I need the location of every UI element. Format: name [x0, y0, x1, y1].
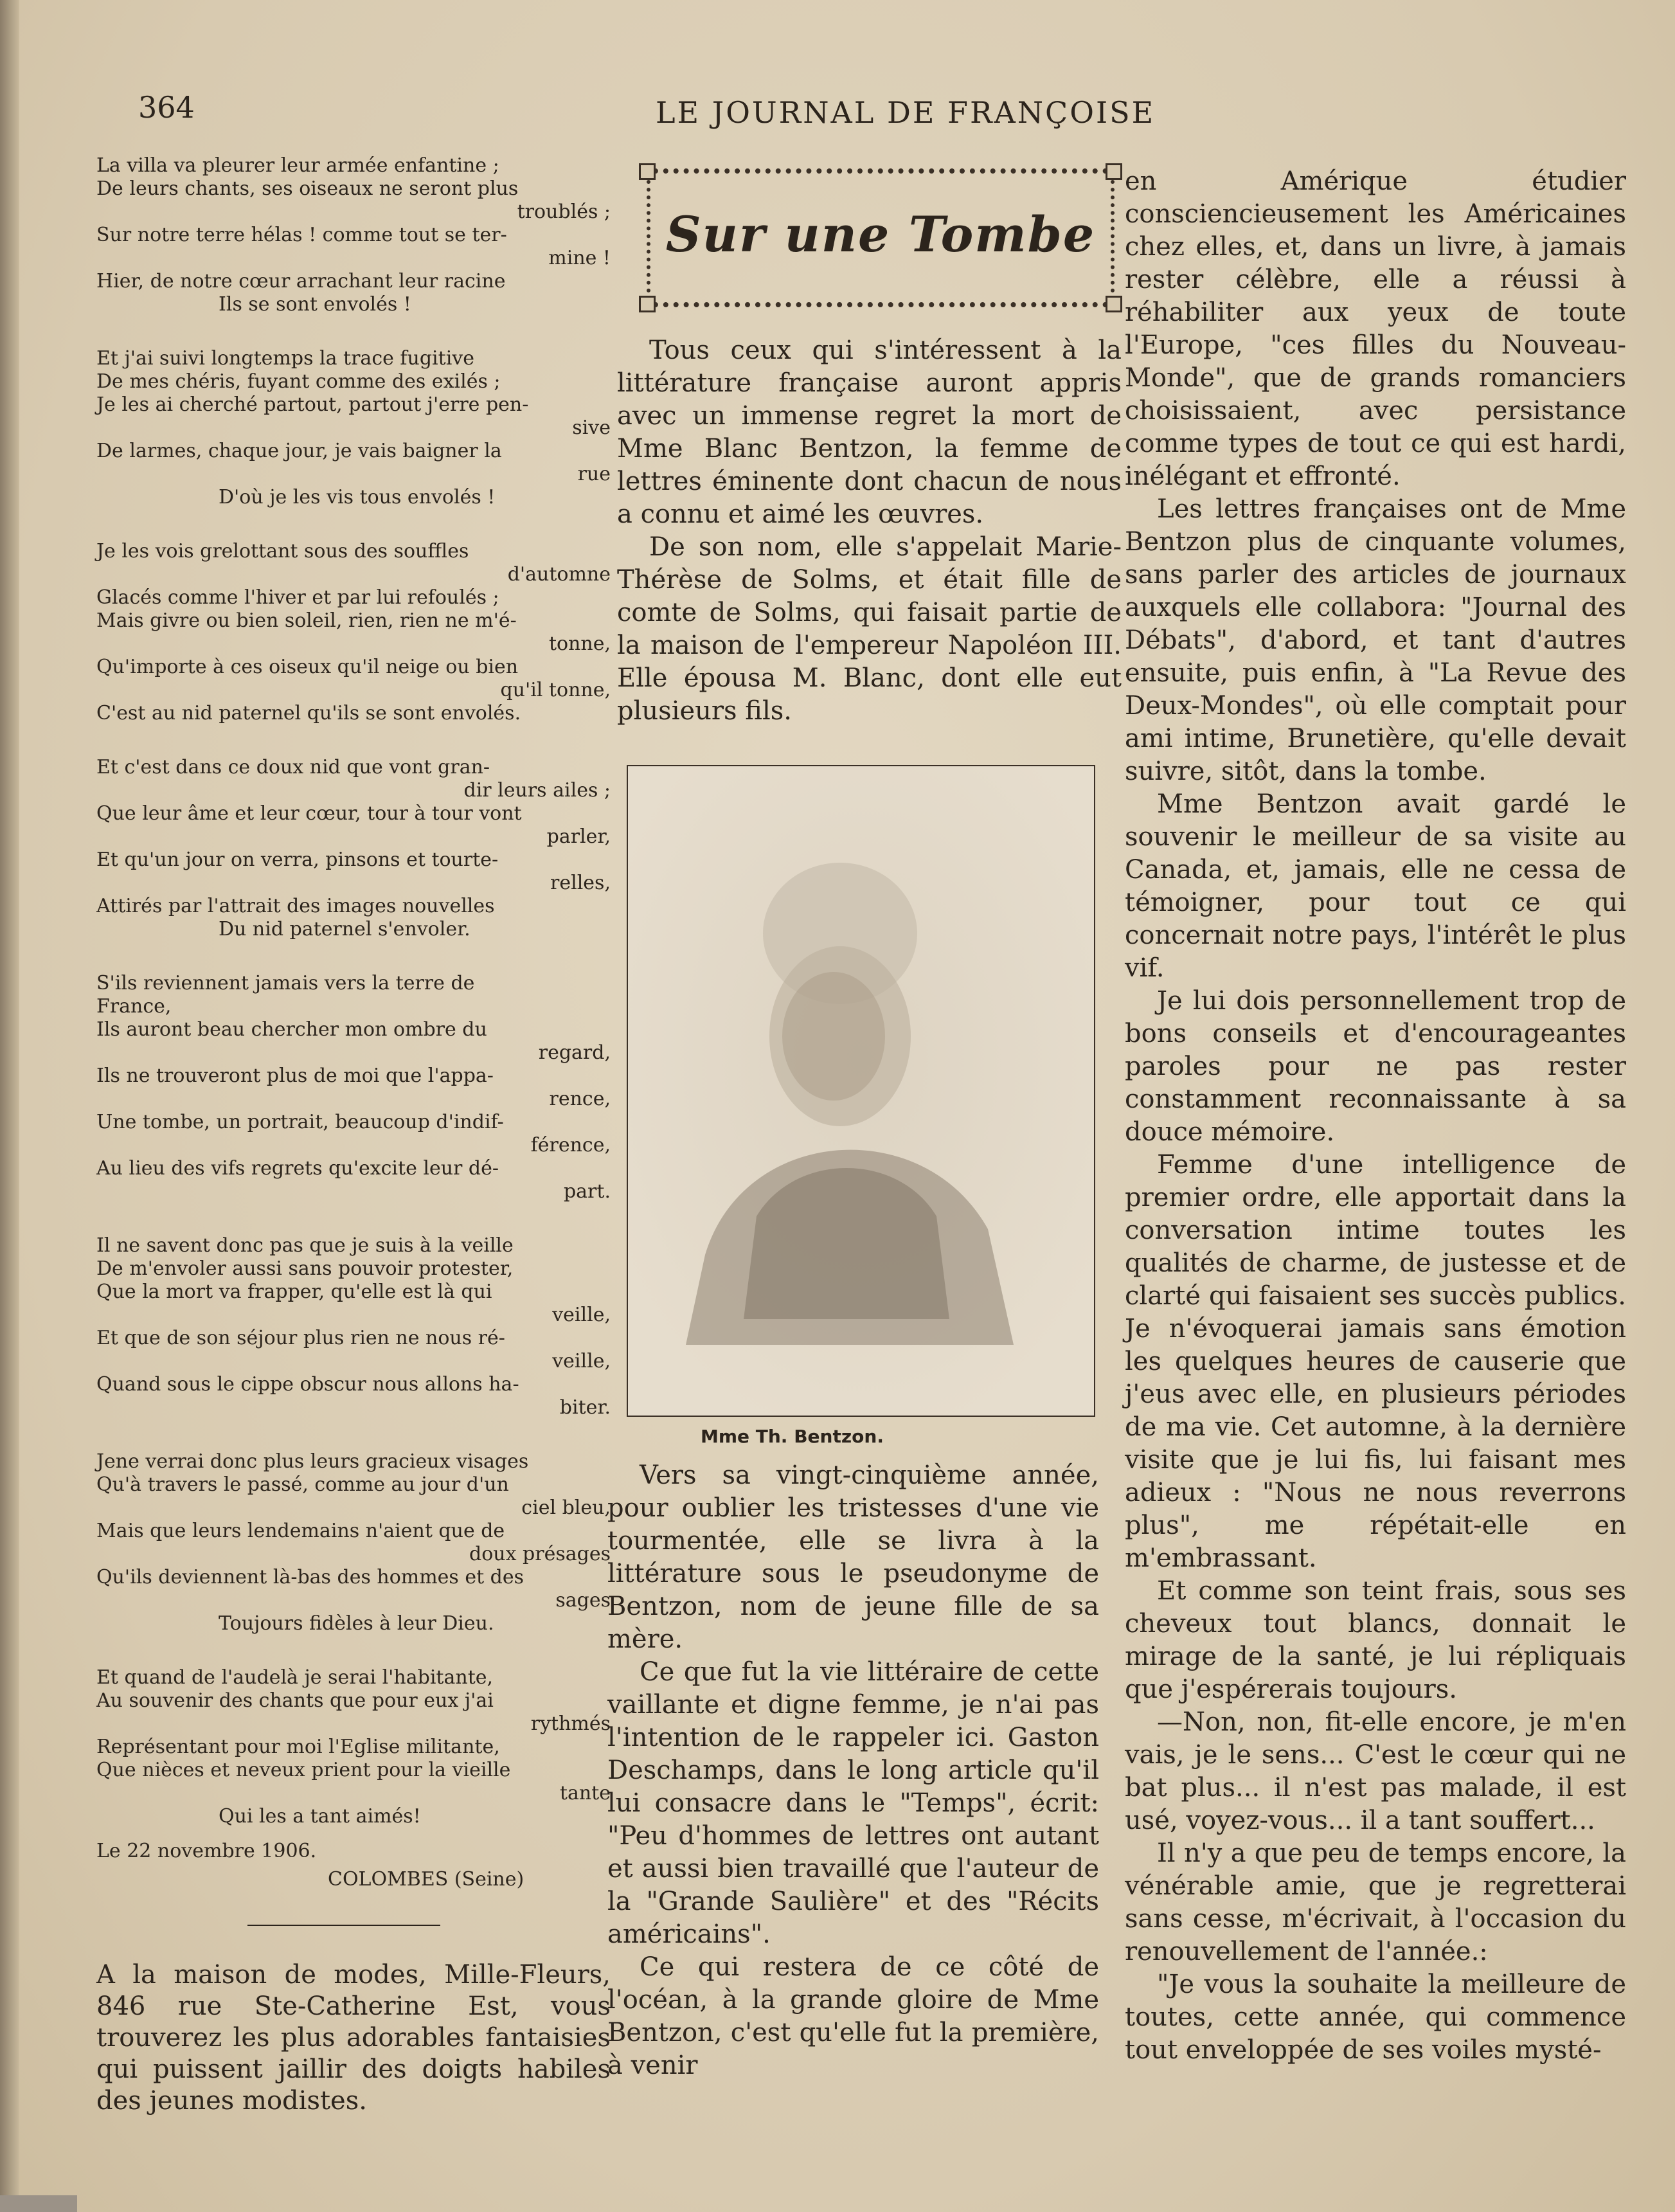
- article-column-2-bottom: [607, 1459, 1099, 2082]
- scan-mark: [0, 2195, 77, 2212]
- portrait-image: [628, 766, 1094, 1416]
- poem-line: biter.: [559, 1396, 611, 1419]
- poem-line: rue: [577, 463, 611, 485]
- frame-corner-ornament: [639, 296, 656, 312]
- photo-caption: Mme Th. Bentzon.: [701, 1426, 884, 1447]
- poem-line: La villa va pleurer leur armée enfantine ;: [96, 154, 499, 177]
- poem-line: Qu'à travers le passé, comme au jour d'un: [96, 1473, 509, 1496]
- article-column-3: [1125, 165, 1626, 2067]
- running-head: LE JOURNAL DE FRANÇOISE: [656, 95, 1156, 130]
- paragraph: —Non, non, fit-elle encore, je m'en vais, je le sens... C'est le cœur qui ne bat plus... il n'est pas malade, il est usé, voyez-vous... il a tant souffert...: [1125, 1707, 1626, 1835]
- page-edge: [0, 0, 19, 2212]
- poem-line: Glacés comme l'hiver et par lui refoulés ;: [96, 586, 499, 609]
- poem-stanza: [96, 756, 611, 941]
- paragraph: Tous ceux qui s'intéressent à la littérature française auront appris avec un immense regret la mort de Mme Blanc Bentzon, la femme de lettres éminente dont chacun de nous a connu et aimé les œuvres.: [617, 336, 1122, 529]
- poem-line: Que nièces et neveux prient pour la vieille: [96, 1759, 511, 1781]
- poem-line: Qu'importe à ces oiseux qu'il neige ou bien: [96, 656, 519, 678]
- advertisement: A la maison de modes, Mille-Fleurs, 846 rue Ste-Catherine Est, vous trouverez les plus adorables fantaisies qui puissent jaillir des doigts habiles des jeunes modistes.: [96, 1960, 611, 2116]
- poem-line: mine !: [548, 247, 611, 269]
- poem-stanza: [96, 154, 611, 316]
- poem-line: Ils ne trouveront plus de moi que l'appa-: [96, 1065, 494, 1087]
- paragraph: Femme d'une intelligence de premier ordre, elle apportait dans la conversation intime toutes les qualités de charme, de justesse et de clarté qui faisaient ses succès publics. Je n'évoquerai jamais sans émotion les quelques heures de causerie que j'eus avec elle, en plusieurs périodes de ma vie. Cet automne, à la dernière visite que je lui fis, lui faisant mes adieux : "Nous ne nous reverrons plus", me répétait-elle en m'embrassant.: [1125, 1150, 1626, 1573]
- poem-line: doux présages: [469, 1543, 611, 1565]
- article-title: Sur une Tombe: [665, 206, 1096, 263]
- poem-line: qu'il tonne,: [500, 679, 611, 701]
- poem-line: sive: [572, 417, 611, 439]
- poem-line: Que leur âme et leur cœur, tour à tour vont: [96, 802, 522, 825]
- poem-line: Et qu'un jour on verra, pinsons et tourte-: [96, 849, 499, 871]
- poem-line: Et j'ai suivi longtemps la trace fugitive: [96, 347, 474, 370]
- poem-line: Jene verrai donc plus leurs gracieux visages: [96, 1450, 529, 1473]
- poem-line: d'automne: [507, 563, 611, 586]
- poem-line: ciel bleu,: [521, 1497, 611, 1519]
- poem-line: férence,: [530, 1134, 611, 1156]
- frame-corner-ornament: [1106, 296, 1122, 312]
- paragraph: Il n'y a que peu de temps encore, la vénérable amie, que je regretterai sans cesse, m'écrivait, à l'occasion du renouvellement de l'année.:: [1125, 1839, 1626, 1966]
- poem-line: Hier, de notre cœur arrachant leur racine: [96, 270, 506, 292]
- poem-line: parler,: [546, 825, 611, 848]
- poem-line: relles,: [550, 872, 611, 894]
- article-column-2-top: [617, 334, 1122, 728]
- poem-line: Au souvenir des chants que pour eux j'ai: [96, 1689, 494, 1712]
- poem-line: Sur notre terre hélas ! comme tout se ter-: [96, 224, 507, 246]
- paragraph: Je lui dois personnellement trop de bons conseils et d'encourageantes paroles pour ne pas rester constamment reconnaissante à sa douce mémoire.: [1125, 986, 1626, 1147]
- poem-line: C'est au nid paternel qu'ils se sont envolés.: [96, 702, 521, 724]
- paragraph: Ce que fut la vie littéraire de cette vaillante et digne femme, je n'ai pas l'intention de le rappeler ici. Gaston Deschamps, dans le long article qu'il lui consacre dans le "Temps", écrit: "Peu d'hommes de lettres ont autant et aussi bien travaillé que l'auteur de la "Grande Saulière" et des "Récits américains".: [607, 1657, 1099, 1949]
- poem-line: Attirés par l'attrait des images nouvelles: [96, 895, 495, 917]
- poem-line: D'où je les vis tous envolés !: [219, 486, 496, 508]
- poem: [96, 154, 611, 2117]
- poem-line: Je les vois grelottant sous des souffles: [96, 540, 469, 562]
- poem-line: Et quand de l'audelà je serai l'habitante,: [96, 1666, 494, 1689]
- poem-line: Qui les a tant aimés!: [219, 1805, 421, 1828]
- poem-line: Du nid paternel s'envoler.: [219, 918, 470, 940]
- poem-line: Au lieu des vifs regrets qu'excite leur dé-: [96, 1157, 499, 1180]
- paragraph: Les lettres françaises ont de Mme Bentzon plus de cinquante volumes, sans parler des articles de journaux auxquels elle collabora: "Journal des Débats", d'abord, et tant d'autres ensuite, puis enfin, à "La Revue des Deux-Mondes", où elle comptait pour ami intime, Brunetière, qu'elle devait suivre, sitôt, dans la tombe.: [1125, 494, 1626, 786]
- poem-stanzas: [96, 154, 611, 1828]
- paragraph: Mme Bentzon avait gardé le souvenir le meilleur de sa visite au Canada, et, jamais, elle ne cessa de témoigner, pour tout ce qui concernait notre pays, l'intérêt le plus vif.: [1125, 789, 1626, 983]
- divider: [247, 1925, 440, 1926]
- poem-line: De mes chéris, fuyant comme des exilés ;: [96, 370, 501, 393]
- poem-line: Ils auront beau chercher mon ombre du: [96, 1018, 487, 1041]
- poem-line: France,: [96, 995, 172, 1018]
- poem-line: rence,: [549, 1088, 611, 1110]
- poem-stanza: [96, 1450, 611, 1635]
- poem-line: Mais que leurs lendemains n'aient que de: [96, 1520, 505, 1542]
- poem-line: troublés ;: [517, 201, 611, 223]
- paragraph: en Amérique étudier consciencieusement les Américaines chez elles, et, dans un livre, à jamais rester célèbre, elle a réussi à réhabiliter aux yeux de toute l'Europe, "ces filles du Nouveau-Monde", que de grands romanciers choisissaient, avec persistance comme types de tout ce qui est hardi, inélégant et effronté.: [1125, 166, 1626, 491]
- poem-line: veille,: [552, 1350, 611, 1372]
- poem-line: S'ils reviennent jamais vers la terre de: [96, 972, 475, 994]
- poem-line: Toujours fidèles à leur Dieu.: [219, 1612, 494, 1635]
- paragraph: Vers sa vingt-cinquième année, pour oublier les tristesses d'une vie tourmentée, elle se livra à la littérature sous le pseudonyme de Bentzon, nom de jeune fille de sa mère.: [607, 1461, 1099, 1654]
- poem-line: Mais givre ou bien soleil, rien, rien ne m'é-: [96, 609, 517, 632]
- poem-line: Quand sous le cippe obscur nous allons ha-: [96, 1373, 519, 1396]
- portrait-photo: [627, 765, 1095, 1417]
- poem-stanza: [96, 1234, 611, 1419]
- paragraph: De son nom, elle s'appelait Marie-Thérèse de Solms, et était fille de comte de Solms, qui faisait partie de la maison de l'empereur Napoléon III. Elle épousa M. Blanc, dont elle eut plusieurs fils.: [617, 532, 1122, 726]
- poem-line: tante: [559, 1782, 611, 1804]
- poem-line: De larmes, chaque jour, je vais baigner la: [96, 440, 502, 462]
- poem-line: Représentant pour moi l'Eglise militante,: [96, 1736, 500, 1758]
- poem-stanza: [96, 540, 611, 725]
- poem-line: Il ne savent donc pas que je suis à la veille: [96, 1234, 514, 1257]
- poem-line: Et c'est dans ce doux nid que vont gran-: [96, 756, 490, 778]
- frame-corner-ornament: [1106, 163, 1122, 180]
- poem-line: veille,: [552, 1304, 611, 1326]
- paragraph: Et comme son teint frais, sous ses cheveux tout blancs, donnait le mirage de la santé, je lui répliquais que j'espérerais toujours.: [1125, 1576, 1626, 1704]
- poem-stanza: [96, 347, 611, 509]
- poem-line: part.: [563, 1180, 611, 1203]
- paragraph: Ce qui restera de ce côté de l'océan, à la grande gloire de Mme Bentzon, c'est qu'elle fut la première, à venir: [607, 1952, 1099, 2080]
- poem-line: De m'envoler aussi sans pouvoir protester,: [96, 1257, 514, 1280]
- poem-line: rythmés: [530, 1713, 611, 1735]
- poem-stanza: [96, 972, 611, 1203]
- paragraph: "Je vous la souhaite la meilleure de toutes, cette année, qui commence tout enveloppée de ses voiles mysté-: [1125, 1970, 1626, 2065]
- poem-line: Que la mort va frapper, qu'elle est là qui: [96, 1281, 492, 1303]
- poem-line: Qu'ils deviennent là-bas des hommes et des: [96, 1566, 524, 1588]
- poem-line: De leurs chants, ses oiseaux ne seront plus: [96, 177, 519, 200]
- poem-line: Ils se sont envolés !: [219, 293, 411, 316]
- page-number: 364: [138, 90, 195, 125]
- poem-line: dir leurs ailes ;: [463, 779, 611, 802]
- title-frame: [643, 168, 1118, 307]
- poem-stanza: [96, 1666, 611, 1828]
- poem-line: Je les ai cherché partout, partout j'erre pen-: [96, 393, 529, 416]
- poem-line: tonne,: [548, 633, 611, 655]
- poem-line: Et que de son séjour plus rien ne nous ré-: [96, 1327, 505, 1349]
- poem-line: sages: [555, 1589, 611, 1612]
- frame-corner-ornament: [639, 163, 656, 180]
- poem-date: Le 22 novembre 1906.: [96, 1840, 317, 1862]
- poem-line: Une tombe, un portrait, beaucoup d'indif-: [96, 1111, 504, 1133]
- poem-place: COLOMBES (Seine): [328, 1868, 524, 1891]
- poem-line: regard,: [538, 1041, 611, 1064]
